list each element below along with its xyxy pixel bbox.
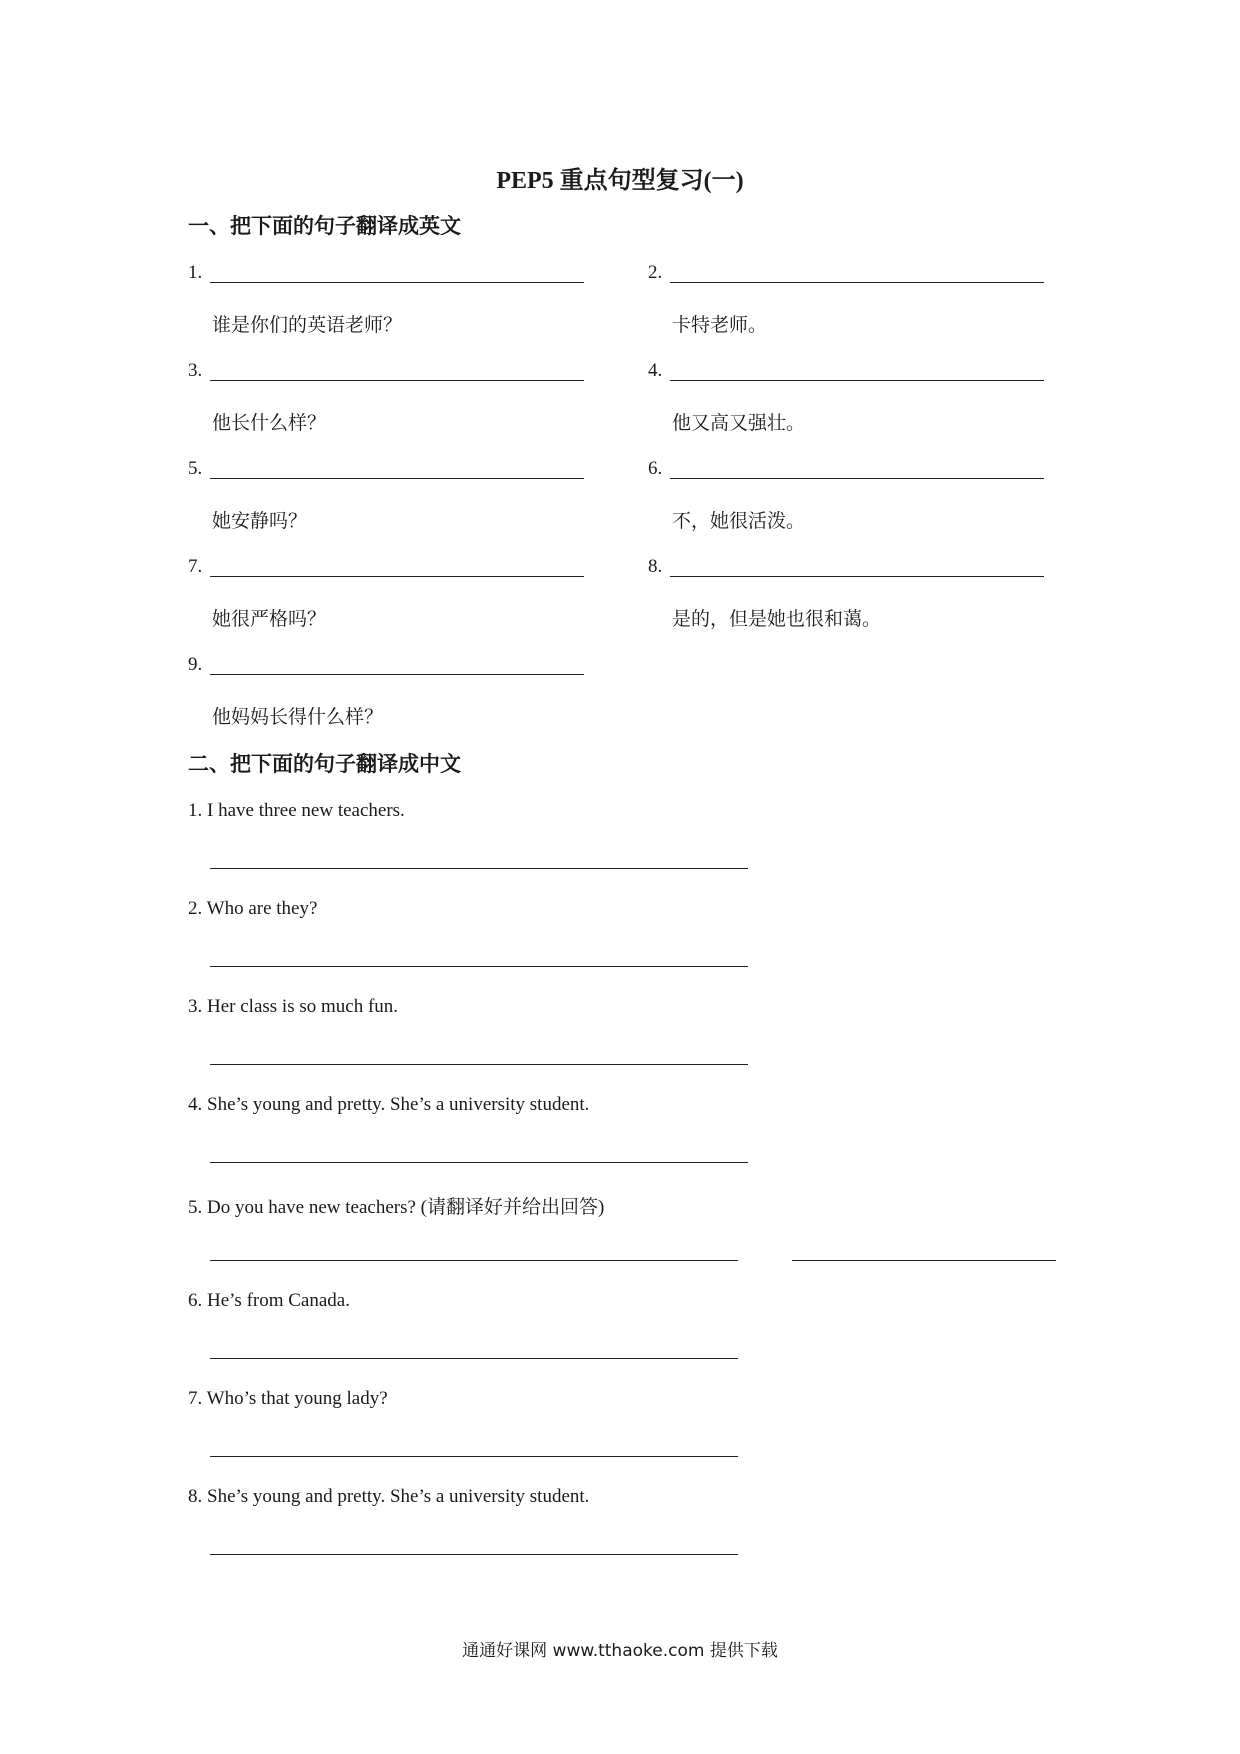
section-1-heading: 一、把下面的句子翻译成英文 [188,214,461,238]
s1-item-3-answer-line[interactable] [210,380,584,381]
s1-item-4-prompt: 他又高又强壮。 [672,412,806,434]
s2-item-7-answer-line[interactable] [210,1456,738,1457]
s2-item-5-text: 5. Do you have new teachers? (请翻译好并给出回答) [188,1197,605,1218]
s2-item-3-sentence: 3. Her class is so much fun. [188,996,399,1017]
s2-item-6-answer-line[interactable] [210,1358,738,1359]
s1-item-8-answer-line[interactable] [670,576,1044,577]
s1-item-7-prompt: 她很严格吗？ [212,608,327,630]
s1-item-1-number: 1. [188,262,203,283]
section-2-heading: 二、把下面的句子翻译成中文 [188,752,461,776]
s1-item-6-answer-line[interactable] [670,478,1044,479]
s1-item-9-prompt: 他妈妈长得什么样？ [212,706,384,728]
s1-item-7-answer-line[interactable] [210,576,584,577]
s2-item-8-sentence: 8. She’s young and pretty. She’s a university student. [188,1486,590,1507]
s2-item-3-answer-line[interactable] [210,1064,748,1065]
s1-item-3-number: 3. [188,360,203,381]
s1-item-1-prompt: 谁是你们的英语老师？ [212,314,403,336]
s1-item-5-number: 5. [188,458,203,479]
s1-item-9-answer-line[interactable] [210,674,584,675]
s1-item-2-number: 2. [648,262,663,283]
s1-item-4-answer-line[interactable] [670,380,1044,381]
s2-item-2-sentence: 2. Who are they? [188,898,318,919]
s1-item-9-number: 9. [188,654,203,675]
s1-item-7-number: 7. [188,556,203,577]
s1-item-2-prompt: 卡特老师。 [672,314,768,336]
s2-item-4-answer-line[interactable] [210,1162,748,1163]
s1-item-8-number: 8. [648,556,663,577]
s2-item-7-sentence: 7. Who’s that young lady? [188,1388,388,1409]
s2-item-1-sentence: 1. I have three new teachers. [188,800,405,821]
s1-item-4-number: 4. [648,360,663,381]
s1-item-6-number: 6. [648,458,663,479]
s2-item-4-sentence: 4. She’s young and pretty. She’s a university student. [188,1094,590,1115]
s1-item-5-answer-line[interactable] [210,478,584,479]
s1-item-8-prompt: 是的，但是她也很和蔼。 [672,608,882,630]
s1-item-2-answer-line[interactable] [670,282,1044,283]
s1-item-1-answer-line[interactable] [210,282,584,283]
s1-item-3-prompt: 他长什么样？ [212,412,327,434]
footer-credit: 通通好课网 www.tthaoke.com 提供下载 [462,1641,778,1661]
s1-item-5-prompt: 她安静吗？ [212,510,308,532]
s2-item-2-answer-line[interactable] [210,966,748,967]
page-title: PEP5 重点句型复习(一) [496,168,744,194]
s2-item-8-answer-line[interactable] [210,1554,738,1555]
s2-item-5-answer-line[interactable] [792,1260,1056,1261]
s2-item-5-translation-line[interactable] [210,1260,738,1261]
s2-item-5-sentence [188,1192,604,1219]
s2-item-1-answer-line[interactable] [210,868,748,869]
s2-item-6-sentence: 6. He’s from Canada. [188,1290,350,1311]
s1-item-6-prompt: 不，她很活泼。 [672,510,806,532]
